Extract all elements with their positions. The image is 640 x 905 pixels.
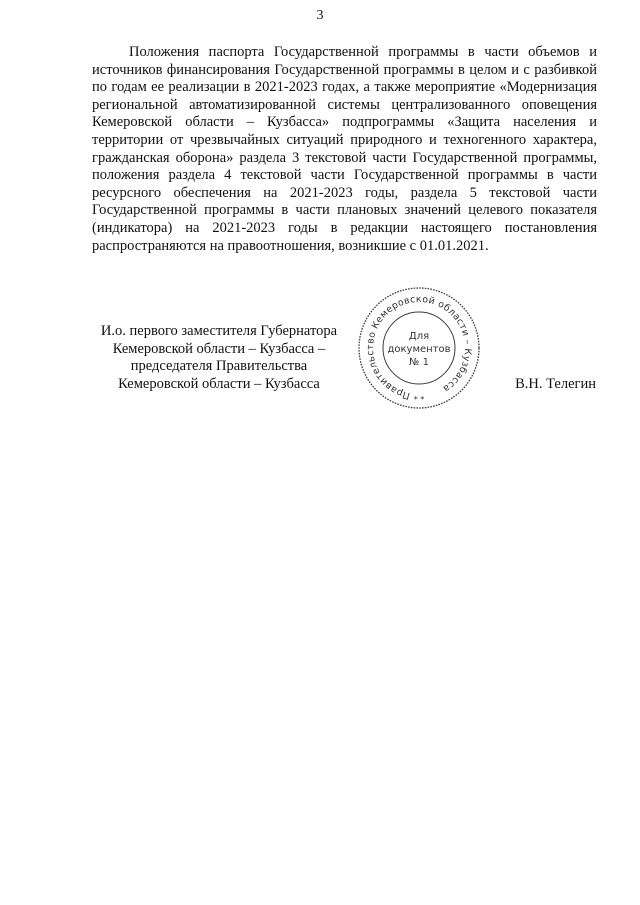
seal-center-line: № 1 <box>409 357 429 368</box>
seal-center-line: документов <box>387 344 451 355</box>
signatory-title <box>88 323 350 393</box>
body-paragraph: Положения паспорта Государственной программы в части объемов и источников финансирования Государственной программы в целом и с разбивкой по годам ее реализации в 2021-2023 годах, а также мероприятие «Модернизация региональной автоматизированной системы централизованного оповещения Кемеровской области – Кузбасса» подпрограммы «Защита населения и территории от чрезвычайных ситуаций природного и техногенного характера, гражданская оборона» раздела 3 текстовой части Государственной программы, положения раздела 4 текстовой части Государственной программы в части ресурсного обеспечения на 2021-2023 годы, раздела 5 текстовой части Государственной программы в части плановых значений целевого показателя (индикатора) на 2021-2023 годы в редакции настоящего постановления распространяются на правоотношения, возникшие с 01.01.2021. <box>92 44 597 254</box>
seal-stars: * * <box>413 395 425 404</box>
official-seal-stamp <box>356 285 482 411</box>
seal-ring-text: Правительство Кемеровской области – Кузбасса <box>364 293 474 402</box>
signatory-title-line: Кемеровской области – Кузбасса – <box>112 340 326 357</box>
seal-center-line: Для <box>408 331 430 342</box>
signatory-title-line: И.о. первого заместителя Губернатора <box>100 323 338 339</box>
signatory-title-line: председателя Правительства <box>130 358 308 374</box>
signatory-title-line: Кемеровской области – Кузбасса <box>118 375 320 392</box>
signer-name: В.Н. Телегин <box>515 376 596 392</box>
seal-graphic <box>356 285 482 411</box>
page-number: 3 <box>316 8 324 23</box>
